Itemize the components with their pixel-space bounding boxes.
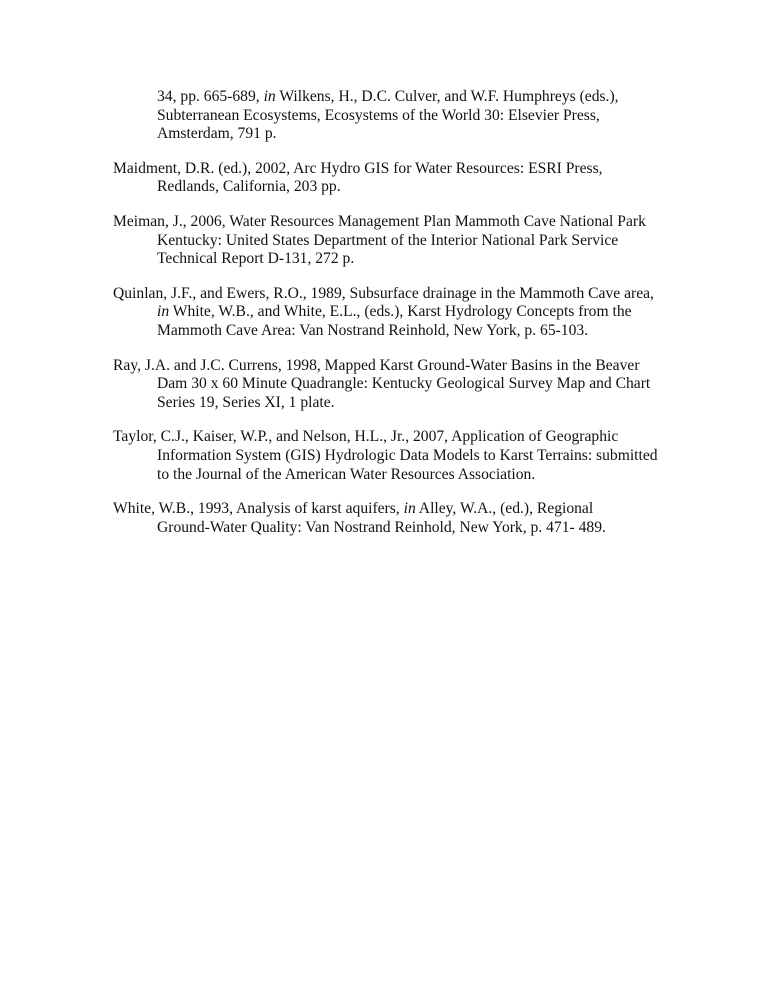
references-list (113, 88, 761, 553)
reference-entry (113, 160, 761, 197)
reference-text-segment: Ray, J.A. and J.C. Currens, 1998, Mapped Karst Ground-Water Basins in the Beaver (113, 356, 640, 374)
reference-entry (113, 500, 761, 537)
reference-text-segment: Series 19, Series XI, 1 plate. (157, 393, 335, 411)
reference-text-segment: Mammoth Cave Area: Van Nostrand Reinhold, New York, p. 65-103. (157, 321, 589, 339)
reference-text-segment: Technical Report D-131, 272 p. (157, 250, 355, 268)
reference-text-segment: Taylor, C.J., Kaiser, W.P., and Nelson, H.L., Jr., 2007, Application of Geographic (113, 428, 619, 446)
reference-text-segment: to the Journal of the American Water Resources Association. (157, 465, 536, 483)
reference-entry (113, 213, 761, 269)
reference-text-segment: White, W.B., and White, E.L., (eds.), Karst Hydrology Concepts from the (169, 303, 632, 321)
reference-text-segment: Amsterdam, 791 p. (157, 125, 277, 143)
reference-text-segment: Ground-Water Quality: Van Nostrand Reinhold, New York, p. 471- 489. (157, 518, 606, 536)
reference-text-segment: 34, pp. 665-689, (157, 88, 264, 105)
reference-text-segment: Kentucky: United States Department of the Interior National Park Service (157, 231, 619, 249)
reference-text-segment: Information System (GIS) Hydrologic Data Models to Karst Terrains: submitted (157, 446, 658, 464)
reference-text-segment: in (263, 88, 276, 105)
reference-entry (113, 428, 761, 484)
reference-text-segment: Redlands, California, 203 pp. (157, 178, 341, 196)
reference-text-segment: Subterranean Ecosystems, Ecosystems of the World 30: Elsevier Press, (157, 106, 600, 124)
reference-text-segment: Meiman, J., 2006, Water Resources Management Plan Mammoth Cave National Park (113, 212, 646, 230)
reference-text-segment: White, W.B., 1993, Analysis of karst aquifers, (113, 500, 404, 518)
reference-text-segment: in (403, 500, 416, 518)
reference-entry (113, 285, 761, 341)
reference-entry (113, 88, 761, 144)
reference-text-segment: Quinlan, J.F., and Ewers, R.O., 1989, Subsurface drainage in the Mammoth Cave area, (113, 284, 654, 302)
reference-text-segment: Alley, W.A., (ed.), Regional (415, 500, 594, 518)
reference-text-segment: Wilkens, H., D.C. Culver, and W.F. Humphreys (eds.), (275, 88, 619, 105)
reference-text-segment: Dam 30 x 60 Minute Quadrangle: Kentucky Geological Survey Map and Chart (157, 375, 651, 393)
reference-text-segment: in (157, 303, 170, 321)
reference-entry (113, 357, 761, 413)
reference-text-segment: Maidment, D.R. (ed.), 2002, Arc Hydro GIS for Water Resources: ESRI Press, (113, 159, 603, 177)
